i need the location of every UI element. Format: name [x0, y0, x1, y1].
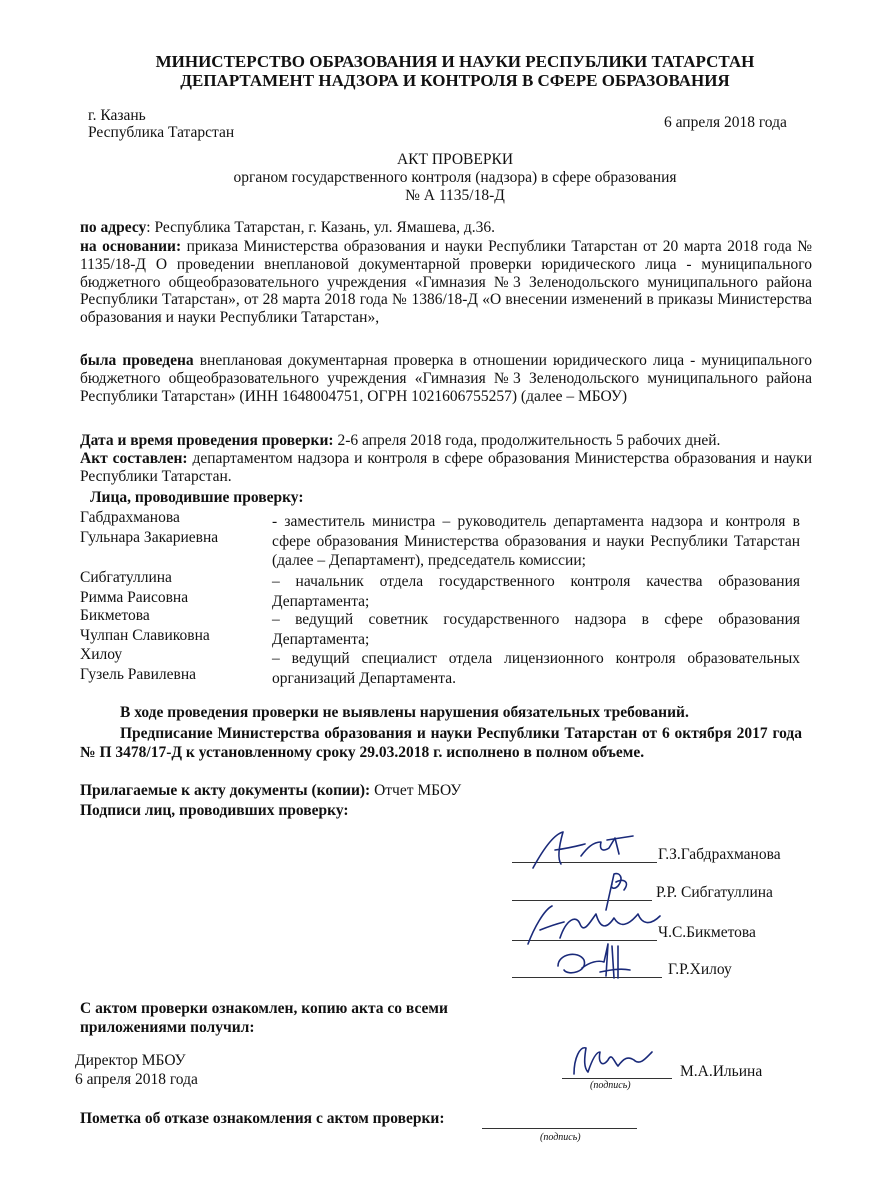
compiled-text: департаментом надзора и контроля в сфере образования Министерства образования и науки Республики Татарстан. [80, 450, 812, 485]
person-surname: Сибгатуллина [80, 569, 172, 586]
signature-scribble-icon [548, 938, 638, 984]
person-given-name: Гульнара Закариевна [80, 528, 219, 546]
person-name [80, 508, 218, 547]
attachments-text: Отчет МБОУ [370, 782, 462, 799]
acquainted-line2: приложениями получил: [80, 1019, 255, 1036]
act-number: № А 1135/18-Д [405, 187, 505, 204]
act-title: АКТ ПРОВЕРКИ [396, 151, 514, 168]
address-label: по адресу [80, 219, 147, 236]
person-name [80, 606, 210, 645]
refusal-signature-line [482, 1128, 637, 1129]
signer-name: Г.Р.Хилоу [668, 961, 732, 978]
person-name [80, 568, 188, 607]
findings-no-violations: В ходе проведения проверки не выявлены нарушения обязательных требований. [120, 704, 689, 721]
address-text: : Республика Татарстан, г. Казань, ул. Ямашева, д.36. [146, 219, 496, 236]
director-name: М.А.Ильина [680, 1063, 763, 1080]
city: г. Казань [88, 107, 146, 124]
compiled-label: Акт составлен: [80, 450, 188, 467]
director-title: Директор МБОУ [75, 1052, 186, 1069]
person-given-name: Римма Раисовна [80, 588, 189, 606]
basis-text: приказа Министерства образования и науки Республики Татарстан от 20 марта 2018 года № 1135/18-Д О проведении внеплановой документарной проверки юридического лица - муниципального бюджетного общеобразовательного учреждения «Гимназия №3 Зеленодольского муниципального района Республики Татарстан», от 28 марта 2018 года № 1386/18-Д «О внесении изменений в приказы Министерства образования и науки Республики Татарстан», [80, 238, 812, 327]
act-date: 6 апреля 2018 года [664, 114, 787, 131]
person-role: – ведущий специалист отдела лицензионного контроля образовательных организаций Департамента. [272, 650, 800, 687]
address-paragraph [80, 219, 812, 237]
acquainted-line1: С актом проверки ознакомлен, копию акта со всеми [80, 1000, 448, 1017]
conducted-label: была проведена [80, 352, 194, 369]
refusal-label: Пометка об отказе ознакомления с актом проверки: [80, 1110, 445, 1127]
signature-hint: (подпись) [590, 1080, 631, 1091]
signature-scribble-icon [566, 1038, 656, 1082]
signer-name: Ч.С.Бикметова [658, 924, 756, 941]
director-date: 6 апреля 2018 года [75, 1071, 198, 1088]
findings-prescription: Предписание Министерства образования и науки Республики Татарстан от 6 октября 2017 года № П 3478/17-Д к установленному сроку 29.03.2018 г. исполнено в полном объеме. [80, 725, 802, 761]
signer-name: Р.Р. Сибгатуллина [656, 884, 773, 901]
person-name [80, 645, 196, 684]
datetime-paragraph [80, 432, 812, 450]
refusal-signature-hint: (подпись) [540, 1132, 581, 1143]
compiled-paragraph [80, 450, 812, 486]
datetime-text: 2-6 апреля 2018 года, продолжительность 5 рабочих дней. [333, 432, 721, 449]
attachments-line [80, 782, 461, 800]
person-role: – ведущий советник государственного надзора в сфере образования Департамента; [272, 611, 800, 648]
persons-heading: Лица, проводившие проверку: [90, 489, 304, 506]
department-title: ДЕПАРТАМЕНТ НАДЗОРА И КОНТРОЛЯ В СФЕРЕ ОБРАЗОВАНИЯ [180, 71, 730, 90]
basis-label: на основании: [80, 238, 182, 255]
person-given-name: Гузель Равилевна [80, 665, 197, 683]
person-given-name: Чулпан Славиковна [80, 626, 210, 644]
person-surname: Габдрахманова [80, 509, 180, 526]
person-surname: Хилоу [80, 646, 123, 663]
datetime-label: Дата и время проведения проверки: [80, 432, 334, 449]
attachments-label: Прилагаемые к акту документы (копии): [80, 782, 371, 799]
signatures-heading: Подписи лиц, проводивших проверку: [80, 802, 349, 819]
person-role: - заместитель министра – руководитель департамента надзора и контроля в сфере образования Министерства образования и науки Республики Татарстан (далее – Департамент), председатель комиссии; [272, 513, 800, 570]
act-subtitle: органом государственного контроля (надзора) в сфере образования [233, 169, 677, 186]
basis-paragraph [80, 238, 812, 327]
person-role: – начальник отдела государственного контроля качества образования Департамента; [272, 573, 800, 610]
conducted-text: внеплановая документарная проверка в отношении юридического лица - муниципального бюджетного общеобразовательного учреждения «Гимназия №3 Зеленодольского муниципального района Республики Татарстан» (ИНН 1648004751, ОГРН 1021606755257) (далее – МБОУ) [80, 352, 812, 405]
ministry-title: МИНИСТЕРСТВО ОБРАЗОВАНИЯ И НАУКИ РЕСПУБЛИКИ ТАТАРСТАН [155, 52, 755, 71]
conducted-paragraph [80, 352, 812, 405]
region: Республика Татарстан [88, 124, 235, 141]
signer-name: Г.З.Габдрахманова [658, 846, 781, 863]
person-surname: Бикметова [80, 607, 150, 624]
